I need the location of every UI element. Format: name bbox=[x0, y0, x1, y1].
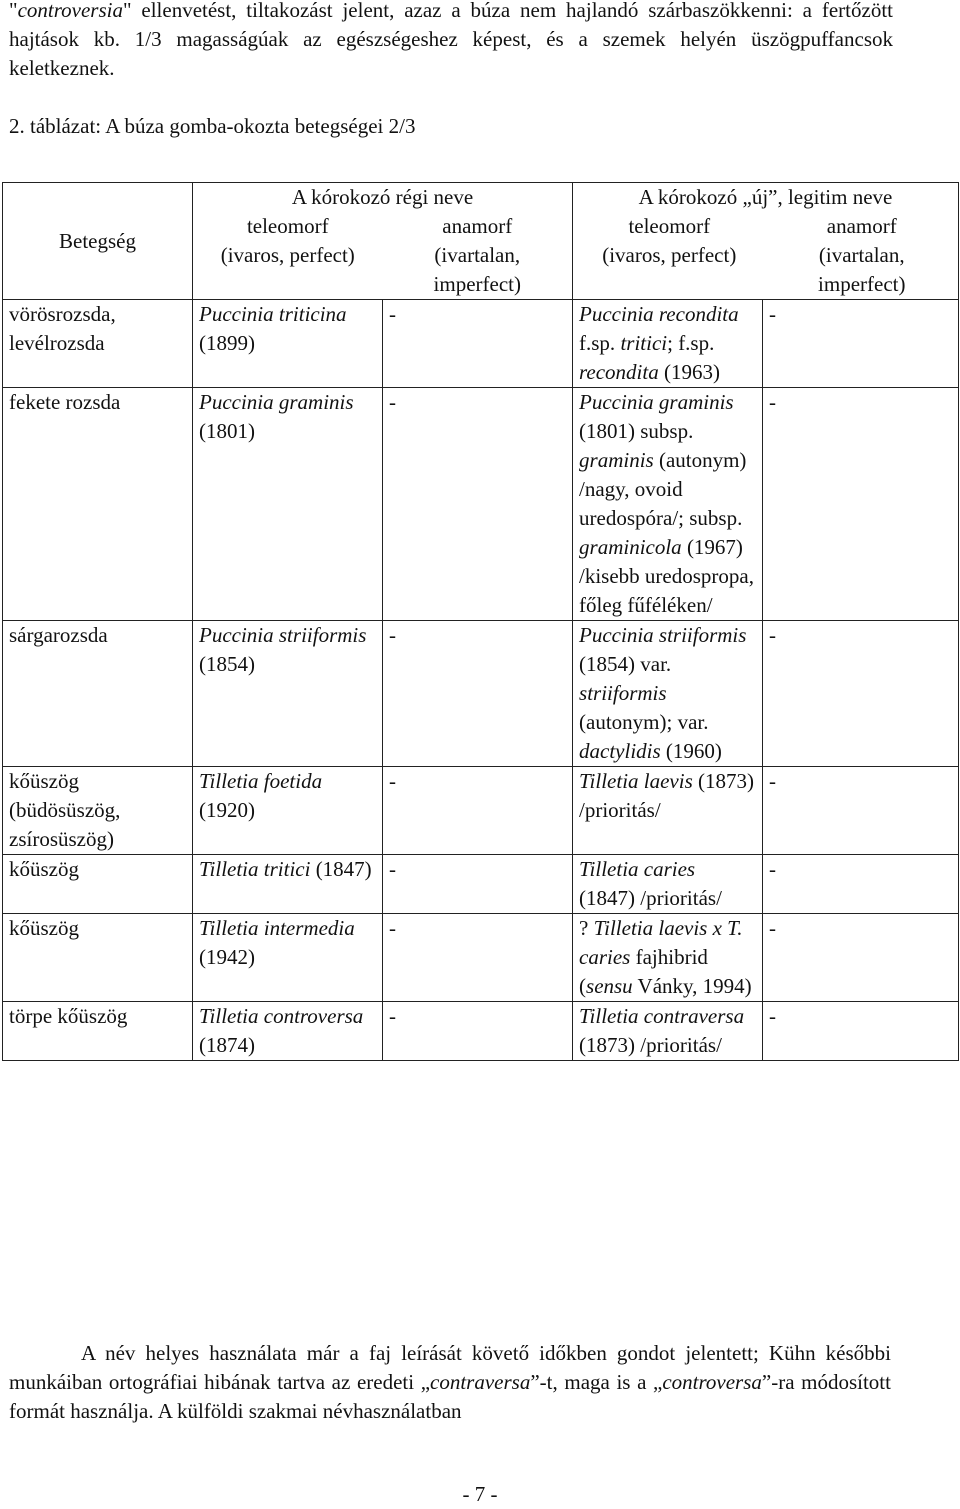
plain-text: (1873) /prioritás/ bbox=[579, 769, 755, 822]
plain-text: (1942) bbox=[199, 945, 255, 969]
table-row bbox=[3, 388, 959, 621]
header-new-teleomorf: teleomorf (ivaros, perfect) bbox=[602, 214, 737, 267]
cell-disease bbox=[3, 855, 193, 914]
species-name: Tilletia laevis bbox=[579, 769, 693, 793]
plain-text: (1847) /prioritás/ bbox=[579, 886, 722, 910]
species-name: Tilletia controversa bbox=[199, 1004, 364, 1028]
cell-disease bbox=[3, 767, 193, 855]
species-name: graminicola bbox=[579, 535, 682, 559]
disease-table bbox=[2, 182, 959, 1061]
cell-old-teleomorf bbox=[193, 767, 383, 855]
species-name: recondita bbox=[579, 360, 659, 384]
header-old-anamorf: anamorf (ivartalan, imperfect) bbox=[433, 214, 521, 296]
species-name: Tilletia foetida bbox=[199, 769, 323, 793]
intro-paragraph bbox=[9, 0, 893, 83]
cell-old-teleomorf bbox=[193, 855, 383, 914]
cell-old-anamorf: - bbox=[383, 914, 573, 1002]
closing-text-1: A név helyes használata már a faj leírását követő időkben gondot jelentett; Kühn későbbi munkáiban ortográfiai hibának tartva az eredeti „ bbox=[9, 1341, 891, 1394]
disease-name-line: kőüszög bbox=[9, 769, 79, 793]
cell-new-teleomorf bbox=[573, 388, 763, 621]
cell-new-teleomorf bbox=[573, 1002, 763, 1061]
plain-text: f.sp. bbox=[579, 331, 621, 355]
plain-text: fajhibrid ( bbox=[579, 945, 708, 998]
plain-text: (1854) var. bbox=[579, 652, 672, 676]
species-name: Tilletia laevis x T. caries bbox=[579, 916, 743, 969]
cell-new-teleomorf bbox=[573, 621, 763, 767]
species-name: Puccinia bbox=[579, 302, 654, 326]
cell-old-anamorf: - bbox=[383, 855, 573, 914]
plain-text: (1847) bbox=[310, 857, 372, 881]
plain-text: ; f.sp. bbox=[667, 331, 715, 355]
cell-old-anamorf: - bbox=[383, 767, 573, 855]
plain-text: (1899) bbox=[199, 331, 255, 355]
disease-name-line: fekete rozsda bbox=[9, 390, 121, 414]
species-name: Tilletia contraversa bbox=[579, 1004, 745, 1028]
table-row bbox=[3, 621, 959, 767]
species-name: Puccinia graminis bbox=[579, 390, 734, 414]
species-name: Puccinia graminis bbox=[199, 390, 354, 414]
cell-new-teleomorf bbox=[573, 767, 763, 855]
cell-old-anamorf: - bbox=[383, 388, 573, 621]
header-row bbox=[3, 183, 959, 300]
cell-disease bbox=[3, 621, 193, 767]
disease-name-line: zsírosüszög) bbox=[9, 827, 114, 851]
table-row bbox=[3, 1002, 959, 1061]
plain-text: (1873) /prioritás/ bbox=[579, 1033, 722, 1057]
table-row bbox=[3, 767, 959, 855]
species-name: Tilletia caries bbox=[579, 857, 696, 881]
cell-old-teleomorf bbox=[193, 1002, 383, 1061]
cell-new-teleomorf bbox=[573, 914, 763, 1002]
cell-new-anamorf: - bbox=[763, 300, 959, 388]
cell-new-teleomorf bbox=[573, 300, 763, 388]
plain-text: ? bbox=[579, 916, 594, 940]
species-name: recondita bbox=[658, 302, 739, 326]
species-name: Puccinia triticina bbox=[199, 302, 347, 326]
header-new-title: A kórokozó „új”, legitim neve bbox=[638, 185, 893, 209]
species-name: Puccinia striiformis bbox=[579, 623, 747, 647]
species-name: Tilletia intermedia bbox=[199, 916, 355, 940]
disease-name-line: vörösrozsda, bbox=[9, 302, 116, 326]
plain-text: (1874) bbox=[199, 1033, 255, 1057]
cell-disease bbox=[3, 1002, 193, 1061]
cell-disease bbox=[3, 914, 193, 1002]
cell-new-anamorf: - bbox=[763, 855, 959, 914]
cell-old-teleomorf bbox=[193, 621, 383, 767]
disease-name-line: törpe kőüszög bbox=[9, 1004, 128, 1028]
species-name: dactylidis bbox=[579, 739, 661, 763]
cell-old-anamorf: - bbox=[383, 1002, 573, 1061]
page-number: - 7 - bbox=[462, 1482, 498, 1506]
plain-text: (autonym) /nagy, ovoid uredospóra/; subsp. bbox=[579, 448, 747, 530]
header-new-anamorf: anamorf (ivartalan, imperfect) bbox=[818, 214, 906, 296]
intro-text-2: " ellenvetést, tiltakozást jelent, azaz a búza nem hajlandó szárbaszökkenni: a fertőzött hajtások kb. 1/3 magasságúak az egészségeshez képest, és a szemek helyén üszögpuffancsok keletkeznek. bbox=[9, 0, 893, 80]
cell-new-anamorf: - bbox=[763, 1002, 959, 1061]
table-row bbox=[3, 855, 959, 914]
disease-name-line: kőüszög bbox=[9, 857, 79, 881]
plain-text: (1960) bbox=[660, 739, 722, 763]
closing-text-2: ”-t, maga is a „ bbox=[530, 1370, 663, 1394]
cell-old-anamorf: - bbox=[383, 300, 573, 388]
cell-old-teleomorf bbox=[193, 300, 383, 388]
table-row bbox=[3, 300, 959, 388]
plain-text: (1967) /kisebb uredosprора, főleg fűféléken/ bbox=[579, 535, 754, 617]
disease-name-line: sárgarozsda bbox=[9, 623, 108, 647]
cell-disease bbox=[3, 300, 193, 388]
plain-text: (1920) bbox=[199, 798, 255, 822]
cell-new-teleomorf bbox=[573, 855, 763, 914]
plain-text: Vánky, 1994) bbox=[632, 974, 752, 998]
species-name: striiformis bbox=[579, 681, 667, 705]
cell-new-anamorf: - bbox=[763, 767, 959, 855]
species-name: sensu bbox=[586, 974, 633, 998]
disease-name-line: levélrozsda bbox=[9, 331, 105, 355]
table-row bbox=[3, 914, 959, 1002]
species-name: Puccinia striiformis bbox=[199, 623, 367, 647]
header-old-name bbox=[193, 183, 573, 300]
table-caption: 2. táblázat: A búza gomba-okozta betegségei 2/3 bbox=[9, 114, 416, 138]
cell-old-anamorf: - bbox=[383, 621, 573, 767]
plain-text: (1963) bbox=[658, 360, 720, 384]
intro-italic: controversia bbox=[17, 0, 123, 22]
plain-text: (autonym); var. bbox=[579, 710, 709, 734]
species-name: tritici bbox=[620, 331, 668, 355]
closing-text-3: ”-ra módosított formát használja. A külföldi szakmai névhasználatban bbox=[9, 1370, 891, 1423]
plain-text: (1801) bbox=[199, 419, 255, 443]
closing-italic-1: contraversa bbox=[430, 1370, 531, 1394]
cell-old-teleomorf bbox=[193, 388, 383, 621]
plain-text: (1801) subsp. bbox=[579, 419, 694, 443]
cell-old-teleomorf bbox=[193, 914, 383, 1002]
disease-name-line: kőüszög bbox=[9, 916, 79, 940]
cell-new-anamorf: - bbox=[763, 621, 959, 767]
species-name: Tilletia tritici bbox=[199, 857, 311, 881]
header-old-title: A kórokozó régi neve bbox=[291, 185, 474, 209]
cell-new-anamorf: - bbox=[763, 388, 959, 621]
header-old-teleomorf: teleomorf (ivaros, perfect) bbox=[220, 214, 355, 267]
cell-new-anamorf: - bbox=[763, 914, 959, 1002]
header-betegseg: Betegség bbox=[3, 183, 193, 300]
cell-disease bbox=[3, 388, 193, 621]
intro-text-1: " bbox=[9, 0, 18, 22]
closing-italic-2: controversa bbox=[662, 1370, 762, 1394]
disease-name-line: (büdösüszög, bbox=[9, 798, 121, 822]
species-name: graminis bbox=[579, 448, 654, 472]
closing-paragraph bbox=[9, 1339, 891, 1426]
plain-text: (1854) bbox=[199, 652, 255, 676]
header-new-name bbox=[573, 183, 959, 300]
